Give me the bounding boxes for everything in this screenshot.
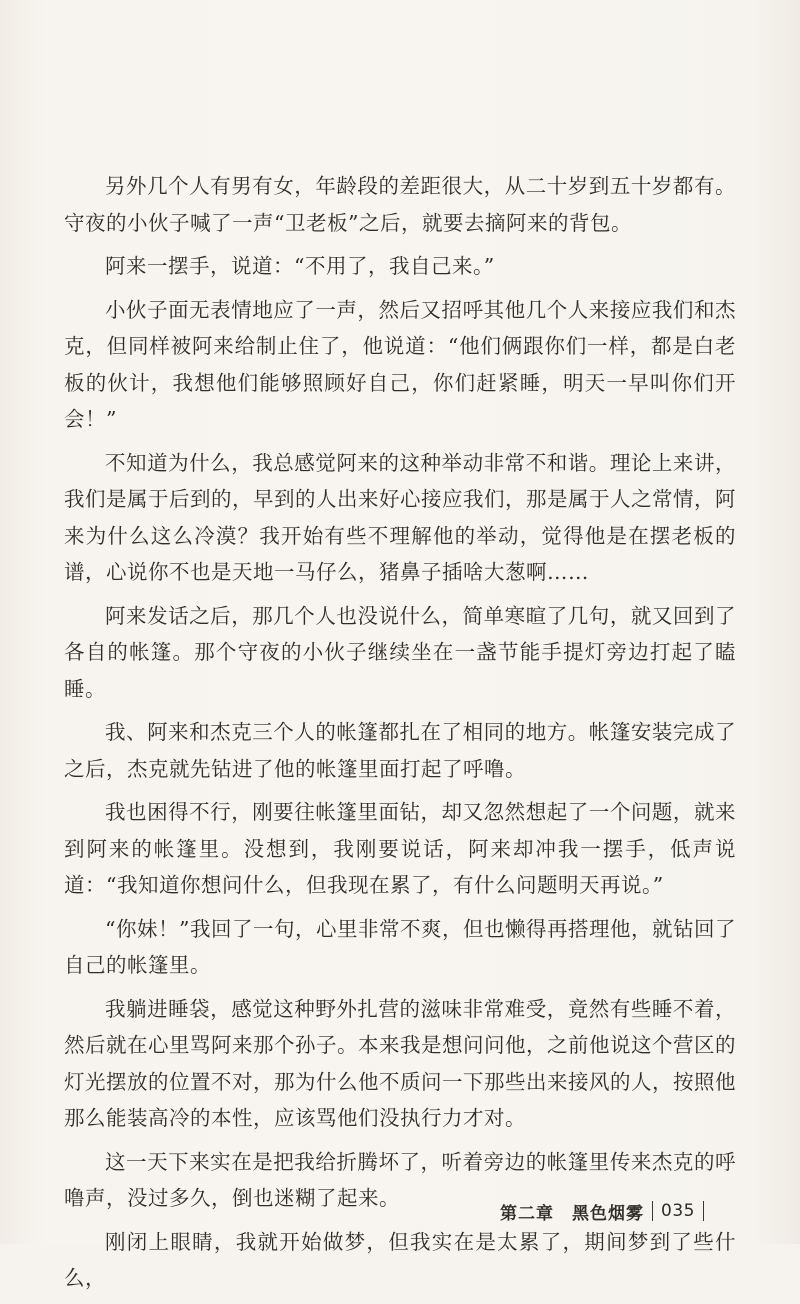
body-text [64, 168, 736, 1304]
page-footer [500, 1196, 760, 1226]
paragraph-5: 阿来发话之后，那几个人也没说什么，简单寒暄了几句，就又回到了各自的帐篷。那个守夜的小伙子继续坐在一盏节能手提灯旁边打起了瞌睡。 [64, 603, 736, 701]
paragraph-3: 小伙子面无表情地应了一声，然后又招呼其他几个人来接应我们和杰克，但同样被阿来给制止住了，他说道：“他们俩跟你们一样，都是白老板的伙计，我想他们能够照顾好自己，你们赶紧睡，明天一早叫你们开会！” [64, 297, 736, 431]
paragraph-9: 我躺进睡袋，感觉这种野外扎营的滋味非常难受，竟然有些睡不着，然后就在心里骂阿来那个孙子。本来我是想问问他，之前他说这个营区的灯光摆放的位置不对，那为什么他不质问一下那些出来接风的人，按照他那么能装高冷的本性，应该骂他们没执行力才对。 [64, 996, 736, 1130]
paragraph-1: 另外几个人有男有女，年龄段的差距很大，从二十岁到五十岁都有。守夜的小伙子喊了一声“卫老板”之后，就要去摘阿来的背包。 [64, 174, 736, 235]
page-number: 035 [661, 1201, 695, 1221]
footer-divider-right [703, 1201, 704, 1221]
paragraph-6: 我、阿来和杰克三个人的帐篷都扎在了相同的地方。帐篷安装完成了之后，杰克就先钻进了他的帐篷里面打起了呼噜。 [64, 720, 736, 781]
chapter-title: 黑色烟雾 [572, 1203, 644, 1224]
paragraph-7: 我也困得不行，刚要往帐篷里面钻，却又忽然想起了一个问题，就来到阿来的帐篷里。没想到，我刚要说话，阿来却冲我一摆手，低声说道：“我知道你想问什么，但我现在累了，有什么问题明天再说。” [64, 800, 736, 897]
paragraph-2: 阿来一摆手，说道：“不用了，我自己来。” [105, 254, 495, 278]
chapter-label: 第二章 [500, 1203, 554, 1224]
paragraph-11: 刚闭上眼睛，我就开始做梦，但我实在是太累了，期间梦到了些什么， [64, 1229, 736, 1290]
paragraph-4: 不知道为什么，我总感觉阿来的这种举动非常不和谐。理论上来讲，我们是属于后到的，早到的人出来好心接应我们，那是属于人之常情，阿来为什么这么冷漠？我开始有些不理解他的举动，觉得他是在摆老板的谱，心说你不也是天地一马仔么，猪鼻子插啥大葱啊…… [64, 450, 736, 584]
paragraph-10: 这一天下来实在是把我给折腾坏了，听着旁边的帐篷里传来杰克的呼噜声，没过多久，倒也迷糊了起来。 [64, 1149, 736, 1210]
paragraph-8: “你妹！”我回了一句，心里非常不爽，但也懒得再搭理他，就钻回了自己的帐篷里。 [64, 916, 736, 977]
footer-divider-left [652, 1201, 653, 1221]
